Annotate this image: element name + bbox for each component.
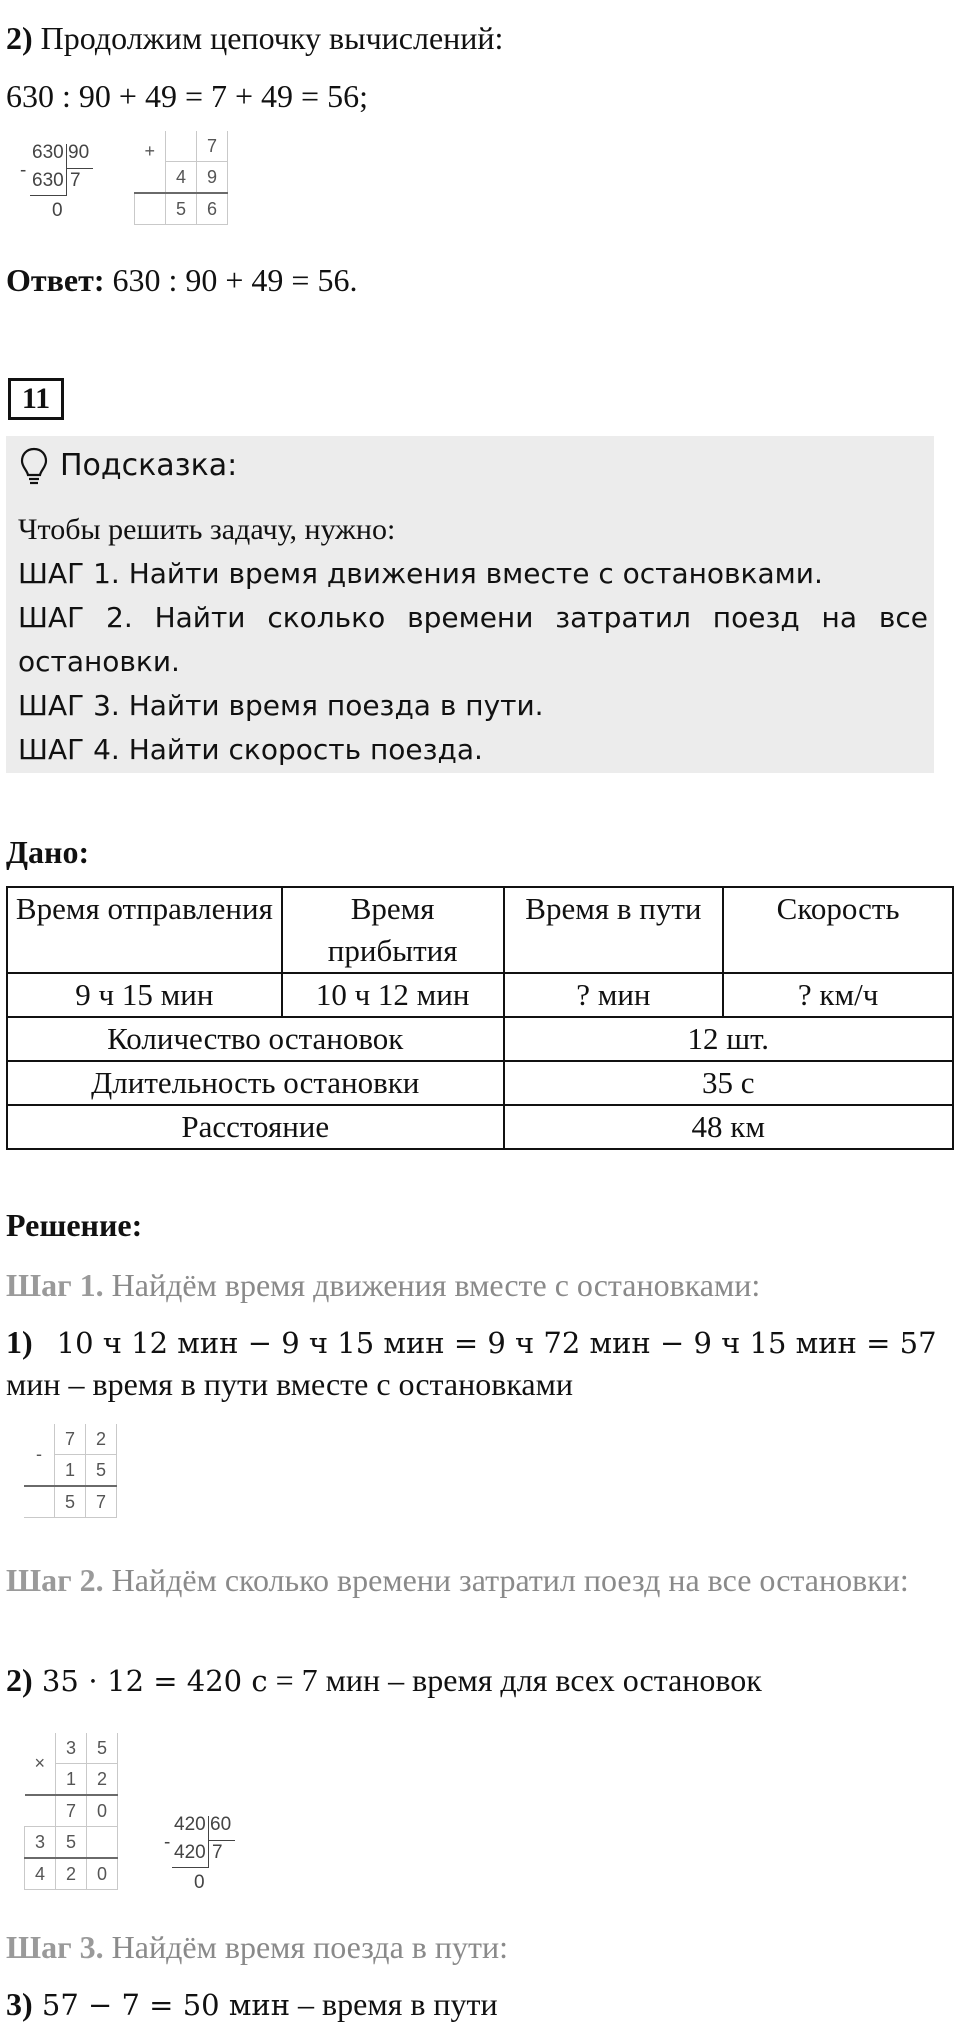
grid-cell: 4 [166,162,197,194]
lightbulb-icon [20,446,48,486]
grid-cell: 1 [55,1455,86,1487]
header-cell: Время в пути [504,887,724,973]
grid-cell [24,1486,55,1518]
subtract-line [30,195,66,196]
hint-title: Подсказка: [60,448,238,483]
row-value: 35 с [504,1061,953,1105]
given-header-row [7,887,953,973]
division-bar [208,1816,209,1868]
equation-2: 2) 35 ⋅ 12 = 420 с = 7 мин – время для всех остановок [6,1662,762,1698]
grid-cell: 5 [166,193,197,225]
given-row [7,1017,953,1061]
header-cell: Скорость [723,887,953,973]
step1-line: Шаг 1. Найдём время движения вместе с остановками: [6,1267,761,1303]
plus-sign: + [144,140,155,161]
divisor-underline [67,168,93,169]
subtract-line [172,1867,208,1868]
value-cell: 9 ч 15 мин [7,973,282,1017]
grid-cell: 7 [197,131,228,162]
grid-cell [135,162,166,194]
column-subtraction-grid [24,1424,117,1518]
part2-equation: 630 : 90 + 49 = 7 + 49 = 56; [6,78,368,114]
grid-cell: 7 [86,1486,117,1518]
value-cell: ? км/ч [723,973,953,1017]
grid-cell: 5 [87,1733,118,1764]
equation-1: 1) 10 ч 12 мин − 9 ч 15 мин = 9 ч 72 мин − 9 ч 15 мин = 57 [6,1324,937,1360]
column-multiplication-grid [24,1733,118,1890]
long-division-420-60: 420 60 - 420 7 0 [164,1814,244,1904]
grid-cell: 7 [56,1795,87,1827]
value-cell: 10 ч 12 мин [282,973,504,1017]
given-values-row [7,973,953,1017]
grid-cell [135,193,166,225]
grid-cell [87,1827,118,1859]
divisor-underline [209,1840,235,1841]
grid-cell [166,131,197,162]
minus-sign: - [24,1424,55,1486]
grid-cell: 4 [25,1858,56,1890]
row-label: Расстояние [7,1105,504,1149]
grid-cell: 2 [56,1858,87,1890]
grid-cell: 1 [56,1764,87,1796]
header-cell: Время прибытия [282,887,504,973]
times-sign: × [25,1733,56,1795]
step3-line: Шаг 3. Найдём время поезда в пути: [6,1929,509,1965]
hint-box [6,436,934,773]
grid-cell: 5 [55,1486,86,1518]
grid-cell: 2 [86,1424,117,1455]
grid-cell [25,1795,56,1827]
equation-1-tail: мин – время в пути вместе с остановками [6,1366,573,1402]
given-row [7,1105,953,1149]
grid-cell: 0 [87,1858,118,1890]
grid-cell: 0 [87,1795,118,1827]
given-row [7,1061,953,1105]
grid-cell: 2 [87,1764,118,1796]
given-table [6,886,954,1150]
given-title: Дано: [6,834,90,870]
solution-title: Решение: [6,1207,143,1243]
hint-step: ШАГ 1. Найти время движения вместе с остановками. [18,557,823,590]
grid-cell: 6 [197,193,228,225]
equation-3: 3) 57 − 7 = 50 мин – время в пути [6,1986,498,2022]
hint-intro: Чтобы решить задачу, нужно: [18,513,396,546]
grid-cell: 5 [86,1455,117,1487]
hint-step: ШАГ 2. Найти сколько времени затратил поезд на все остановки. [18,601,928,678]
row-value: 48 км [504,1105,953,1149]
step2-line: Шаг 2. Найдём сколько времени затратил поезд на все остановки: [6,1562,909,1598]
grid-cell: 3 [56,1733,87,1764]
hint-steps [18,552,928,772]
column-addition-grid [134,131,228,225]
row-value: 12 шт. [504,1017,953,1061]
row-label: Количество остановок [7,1017,504,1061]
grid-cell: 9 [197,162,228,194]
answer-line: Ответ: 630 : 90 + 49 = 56. [6,262,358,298]
part2-heading: 2) Продолжим цепочку вычислений: [6,20,504,56]
grid-cell: 5 [56,1827,87,1859]
header-cell: Время отправления [7,887,282,973]
grid-cell: 7 [55,1424,86,1455]
long-division-630-90: 630 90 - 630 7 0 [20,142,100,232]
task-number: 11 [8,378,64,420]
value-cell: ? мин [504,973,724,1017]
hint-step: ШАГ 3. Найти время поезда в пути. [18,689,544,722]
grid-cell: 3 [25,1827,56,1859]
division-bar [66,144,67,196]
row-label: Длительность остановки [7,1061,504,1105]
hint-step: ШАГ 4. Найти скорость поезда. [18,733,483,766]
